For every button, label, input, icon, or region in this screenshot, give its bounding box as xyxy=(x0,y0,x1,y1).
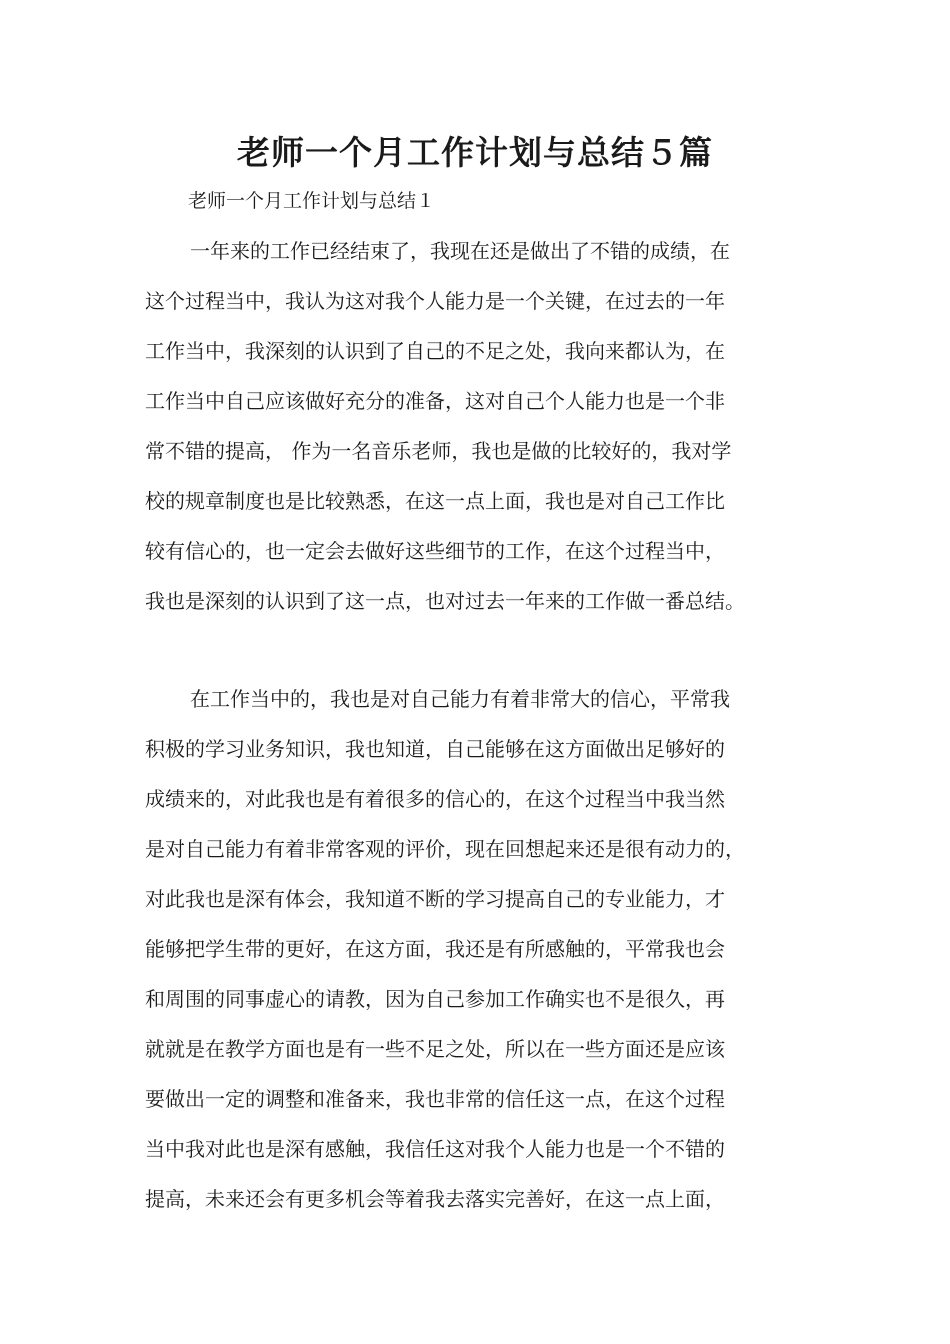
paragraph-line: 较有信心的，也一定会去做好这些细节的工作，在这个过程当中， xyxy=(145,539,725,563)
paragraph-line: 对此我也是深有体会，我知道不断的学习提高自己的专业能力，才 xyxy=(145,887,725,911)
paragraph-line: 能够把学生带的更好，在这方面，我还是有所感触的，平常我也会 xyxy=(145,937,725,961)
paragraph-line: 和周围的同事虚心的请教，因为自己参加工作确实也不是很久，再 xyxy=(145,987,725,1011)
paragraph-line: 一年来的工作已经结束了，我现在还是做出了不错的成绩，在 xyxy=(190,239,730,263)
paragraph-line: 工作当中自己应该做好充分的准备，这对自己个人能力也是一个非 xyxy=(145,389,725,413)
paragraph-line: 我也是深刻的认识到了这一点，也对过去一年来的工作做一番总结。 xyxy=(145,589,745,613)
paragraph-line: 这个过程当中，我认为这对我个人能力是一个关键，在过去的一年 xyxy=(145,289,725,313)
paragraph-line: 积极的学习业务知识，我也知道，自己能够在这方面做出足够好的 xyxy=(145,737,725,761)
document-title: 老师一个月工作计划与总结５篇 xyxy=(237,133,713,172)
paragraph-line: 成绩来的，对此我也是有着很多的信心的，在这个过程当中我当然 xyxy=(145,787,725,811)
paragraph-line: 常不错的提高， 作为一名音乐老师，我也是做的比较好的，我对学 xyxy=(145,439,732,463)
section-subtitle: 老师一个月工作计划与总结１ xyxy=(188,190,436,212)
paragraph-line: 是对自己能力有着非常客观的评价，现在回想起来还是很有动力的， xyxy=(145,837,745,861)
paragraph-line: 当中我对此也是深有感触，我信任这对我个人能力也是一个不错的 xyxy=(145,1137,725,1161)
paragraph-line: 在工作当中的，我也是对自己能力有着非常大的信心，平常我 xyxy=(190,687,730,711)
paragraph-line: 工作当中，我深刻的认识到了自己的不足之处，我向来都认为，在 xyxy=(145,339,725,363)
paragraph-line: 提高，未来还会有更多机会等着我去落实完善好，在这一点上面， xyxy=(145,1187,725,1211)
paragraph-line: 校的规章制度也是比较熟悉，在这一点上面，我也是对自己工作比 xyxy=(145,489,725,513)
paragraph-line: 就就是在教学方面也是有一些不足之处，所以在一些方面还是应该 xyxy=(145,1037,725,1061)
paragraph-line: 要做出一定的调整和准备来，我也非常的信任这一点，在这个过程 xyxy=(145,1087,725,1111)
